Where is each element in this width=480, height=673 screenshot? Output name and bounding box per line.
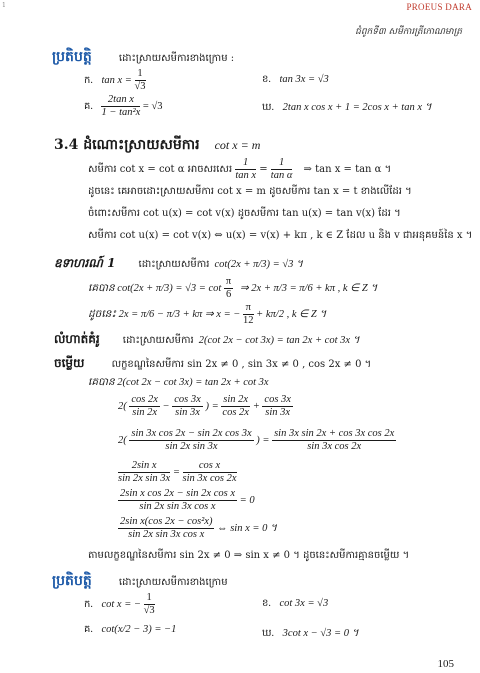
item-text: − 3) = −1 — [133, 624, 177, 635]
numerator: 1 — [135, 68, 146, 81]
fraction — [243, 302, 254, 327]
line-text: ⇒ tan x = tan α ។ — [303, 164, 392, 176]
fraction — [144, 592, 155, 617]
item-text: 2tan x cos x + 1 = 2cos x + tan x ។ — [282, 102, 432, 113]
section-line-3: ចំពោះសមីការ cot u(x) = cot v(x) ដូចសមីការ tan u(x) = tan v(x) ដែរ ។ — [88, 208, 401, 219]
example-equation: cot(2x + π/3) = √3 ។ — [214, 259, 303, 270]
fraction — [271, 157, 293, 182]
line-text: ដូចនេះ 2x = π/6 − π/3 + kπ ⇒ x = − — [88, 308, 241, 320]
numerator: 2sin x cos 2x − sin 2x cos x — [118, 488, 237, 501]
brand-label: PROEUS DARA — [406, 2, 472, 12]
fraction — [235, 157, 256, 182]
worked-exercise-heading — [54, 328, 360, 349]
fraction — [129, 394, 160, 419]
exercise-1-heading — [52, 46, 234, 68]
solution-conclusion: តាមលក្ខខណ្ឌនៃសមីការ sin 2x ≠ 0 ⇒ sin x ≠ 0 ។ ដូចនេះសមីការគ្មានចម្លើយ ។ — [88, 550, 410, 561]
item-label: ក. — [84, 598, 93, 610]
exercise-3-item-a — [84, 592, 155, 617]
item-label: ខ. — [262, 598, 271, 609]
line-text: ⇒ 2x + π/3 = π/6 + kπ , k ∈ Z ។ — [239, 282, 378, 294]
operator: + — [252, 400, 260, 412]
numerator: sin 2x — [221, 394, 250, 407]
fraction — [272, 428, 396, 453]
item-label: ឃ. — [262, 102, 275, 113]
fraction — [224, 276, 233, 301]
item-text: tan x = — [101, 74, 132, 86]
operator: = — [262, 434, 270, 446]
item-label: ឃ. — [262, 628, 275, 639]
numerator: 2sin x(cos 2x − cos²x) — [118, 516, 214, 529]
item-text: = √3 — [142, 100, 163, 112]
line-text: សមីការ cot x = cot α អាចសរសេរ — [88, 164, 233, 176]
numerator: sin 3x sin 2x + cos 3x cos 2x — [272, 428, 396, 441]
solution-step-6 — [118, 516, 277, 541]
operator: = — [172, 466, 180, 478]
solution-conditions: លក្ខខណ្ឌនៃសមីការ sin 2x ≠ 0 , sin 3x ≠ 0 , cos 2x ≠ 0 ។ — [111, 359, 372, 370]
worked-exercise-instruction: ដោះស្រាយសមីការ — [122, 335, 194, 346]
solution-step-2 — [118, 394, 293, 419]
numerator: 1 — [235, 157, 256, 170]
line-text: + kπ/2 , k ∈ Z ។ — [256, 308, 327, 320]
exercise-title: ប្រតិបត្តិ — [52, 573, 92, 589]
section-line-2: ដូចនេះ គេអាចដោះស្រាយសមីការ cot x = m ដូចសមីការ tan x = t ខាងលើដែរ ។ — [88, 186, 412, 197]
denominator: sin 2x — [132, 407, 158, 419]
example-instruction: ដោះស្រាយសមីការ — [138, 259, 210, 270]
numerator: 1 — [144, 592, 155, 605]
exercise-1-item-d — [262, 100, 432, 116]
denominator: sin 3x cos 2x — [182, 473, 237, 485]
page-number: 105 — [437, 658, 454, 670]
exercise-3-item-c — [84, 622, 176, 637]
denominator: sin 2x sin 3x — [118, 473, 171, 485]
solution-step-3 — [118, 428, 396, 453]
denominator: 1 − tan²x — [101, 107, 141, 119]
numerator: cos 2x — [129, 394, 160, 407]
numerator: cos 3x — [262, 394, 293, 407]
item-text: cot 3x = √3 — [279, 598, 329, 609]
fraction — [135, 68, 146, 93]
exercise-instruction: ដោះស្រាយសមីការខាងក្រោម — [118, 577, 228, 588]
fraction — [118, 516, 214, 541]
item-text: cot( — [101, 624, 118, 635]
fraction — [118, 460, 170, 485]
fraction — [172, 394, 203, 419]
section-line-4: សមីការ cot u(x) = cot v(x) ⇔ u(x) = v(x) + kπ , k ∈ Z ដែល u និង v ជាអនុគមន៍នៃ x ។ — [88, 230, 473, 241]
section-title-math: cot x = m — [214, 138, 261, 152]
solution-title: ចម្លើយ — [54, 356, 85, 370]
worked-exercise-equation: 2(cot 2x − cot 3x) = tan 2x + cot 3x ។ — [198, 335, 360, 346]
denominator: sin 2x sin 3x — [165, 441, 218, 453]
solution-step-4 — [118, 460, 237, 485]
exercise-3-item-d — [262, 626, 359, 642]
item-label: គ. — [84, 100, 93, 112]
running-head: ជំពូកទី៣ សមីការត្រីកោណមាត្រ — [355, 27, 462, 37]
paren-open: 2( — [118, 400, 127, 412]
numerator: π — [224, 276, 233, 289]
operator: = — [211, 400, 219, 412]
denominator: sin 3x cos 2x — [307, 441, 362, 453]
exercise-instruction: ដោះស្រាយសមីការខាងក្រោម : — [118, 53, 235, 64]
numerator: cos x — [183, 460, 237, 473]
line-text: = — [259, 164, 268, 176]
denominator: sin 2x sin 3x cos x — [128, 529, 205, 541]
denominator: sin 3x — [175, 407, 200, 419]
numerator: sin 3x cos 2x − sin 2x cos 3x — [129, 428, 253, 441]
denominator: 6 — [225, 289, 232, 301]
item-text: x/2 — [117, 624, 131, 635]
example-heading — [54, 252, 303, 273]
fraction — [129, 428, 253, 453]
exercise-title: ប្រតិបត្តិ — [52, 49, 92, 65]
item-label: ខ. — [262, 74, 271, 85]
exercise-1-item-b — [262, 72, 329, 87]
denominator: √3 — [134, 81, 146, 93]
example-title: ឧទាហរណ៍ 1 — [54, 256, 116, 270]
solution-step-1: គេបាន 2(cot 2x − cot 3x) = tan 2x + cot 3x — [88, 377, 269, 388]
equivalence: ⇔ sin x = 0 ។ — [217, 522, 277, 534]
numerator: 1 — [271, 157, 293, 170]
numerator: 2tan x — [101, 94, 140, 107]
solution-heading — [54, 352, 371, 373]
denominator: sin 2x sin 3x cos x — [139, 501, 216, 513]
item-text: tan 3x = √3 — [279, 74, 329, 85]
fraction — [262, 394, 293, 419]
item-text: 3cot x − √3 = 0 ។ — [282, 628, 359, 639]
denominator: sin 3x — [265, 407, 291, 419]
example-line-2 — [88, 302, 326, 327]
denominator: 12 — [243, 315, 254, 327]
exercise-1-item-a — [84, 68, 146, 93]
item-text: cot x = − — [101, 598, 142, 610]
operator: − — [162, 400, 170, 412]
fraction — [118, 488, 237, 513]
numerator: π — [243, 302, 254, 315]
denominator: cos 2x — [222, 407, 249, 419]
item-label: គ. — [84, 624, 93, 635]
denominator: tan x — [235, 170, 257, 182]
line-text: គេបាន cot(2x + π/3) = √3 = cot — [88, 282, 222, 294]
item-label: ក. — [84, 74, 93, 86]
page-edge-mark: 1 — [2, 2, 6, 9]
example-line-1 — [88, 276, 377, 301]
numerator: 2sin x — [118, 460, 170, 473]
fraction — [221, 394, 250, 419]
exercise-1-item-c — [84, 94, 162, 119]
paren-close: ) — [256, 434, 260, 446]
operator: = 0 — [239, 494, 255, 506]
exercise-3-heading — [52, 570, 228, 592]
paren-open: 2( — [118, 434, 127, 446]
section-title: 3.4 ដំណោះស្រាយសមីការ — [54, 137, 200, 153]
fraction — [101, 94, 140, 119]
paren-close: ) — [205, 400, 209, 412]
numerator: cos 3x — [172, 394, 203, 407]
denominator: tan α — [270, 170, 293, 182]
section-line-1 — [88, 157, 391, 182]
section-heading — [54, 134, 260, 156]
solution-step-5 — [118, 488, 255, 513]
fraction — [183, 460, 237, 485]
worked-exercise-title: លំហាត់គំរូ — [54, 332, 100, 346]
exercise-3-item-b — [262, 596, 328, 611]
denominator: √3 — [143, 605, 155, 617]
